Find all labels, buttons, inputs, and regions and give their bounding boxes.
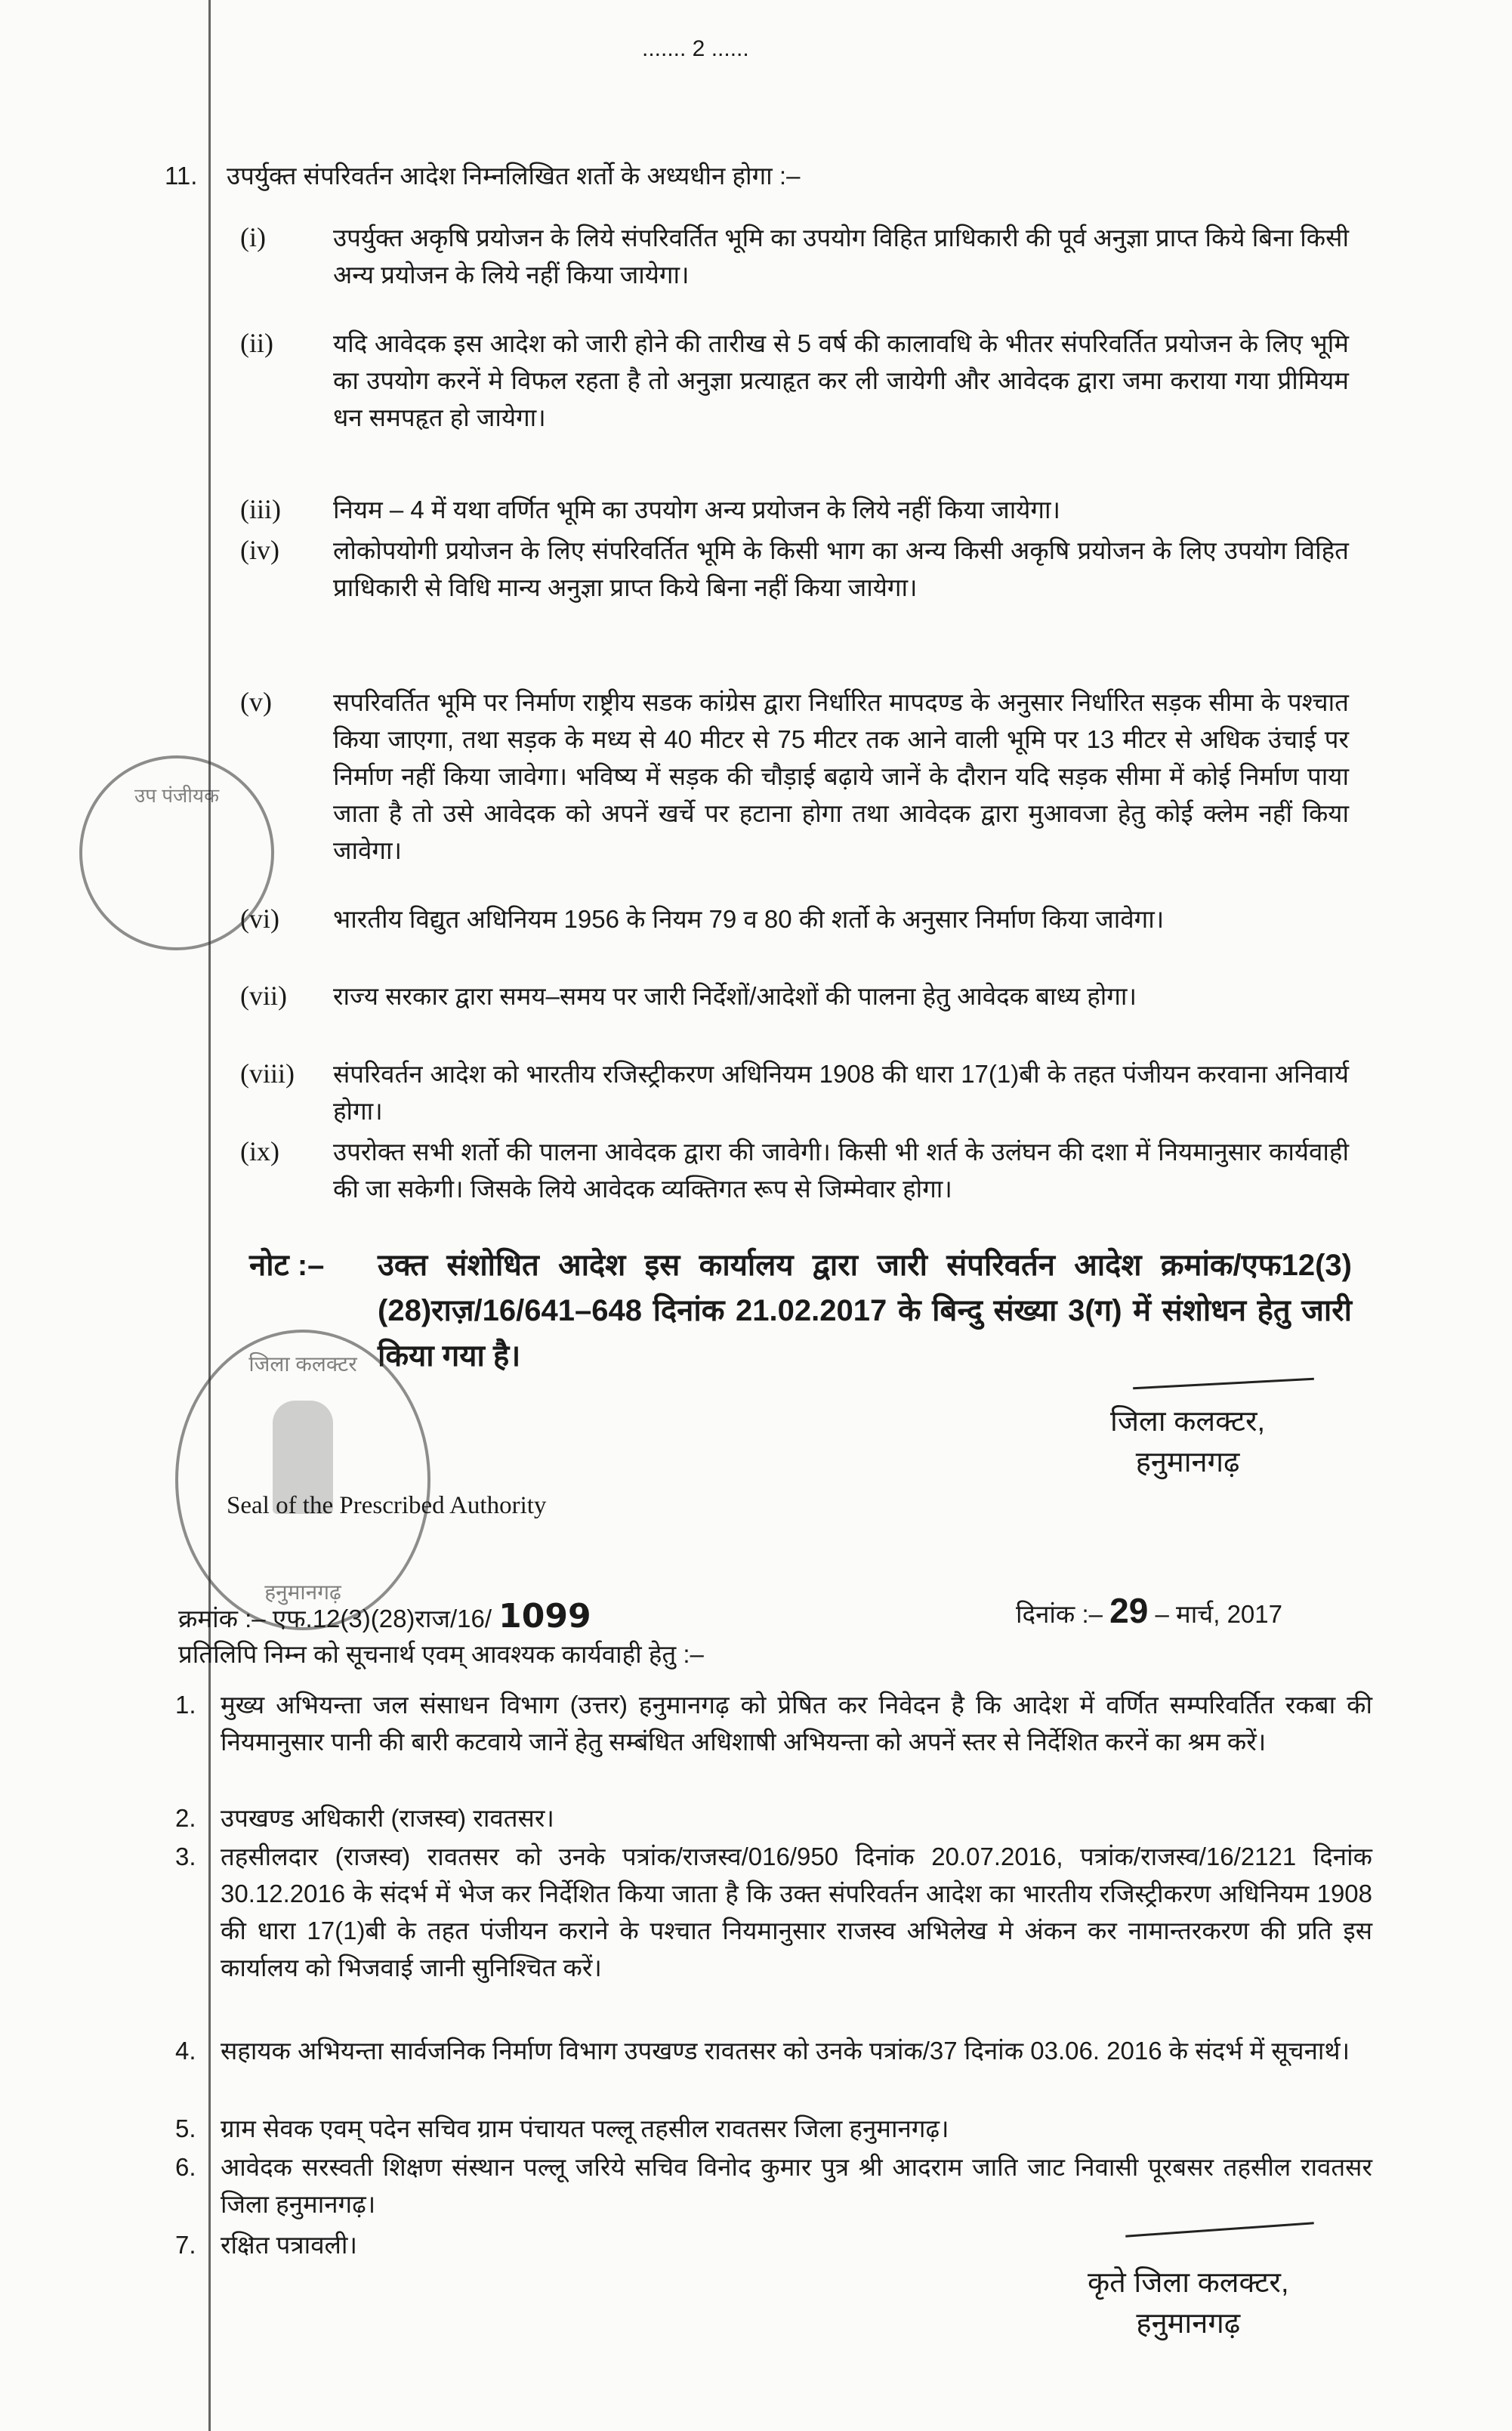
condition-text: संपरिवर्तन आदेश को भारतीय रजिस्ट्रीकरण अधिनियम 1908 की धारा 17(1)बी के तहत पंजीयन करवाना अनिवार्य होगा। (333, 1060, 1349, 1125)
handwritten-day: 29 (1109, 1591, 1149, 1630)
page-marker: ....... 2 ...... (642, 36, 749, 61)
collector-seal (175, 1330, 430, 1630)
copy-intro: प्रतिलिपि निम्न को सूचनार्थ एवम् आवश्यक कार्यवाही हेतु :– (178, 1640, 704, 1668)
signatory-2-place: हनुमानगढ़ (1136, 2308, 1241, 2340)
condition-text: नियम – 4 में यथा वर्णित भूमि का उपयोग अन्य प्रयोजन के लिये नहीं किया जायेगा। (333, 496, 1061, 524)
condition-text: लोकोपयोगी प्रयोजन के लिए संपरिवर्तित भूमि के किसी भाग का अन्य किसी अकृषि प्रयोजन के लिए उपयोग विहित प्राधिकारी से विधि मान्य अनुज्ञा प्राप्त किये बिना नहीं किया जायेगा। (333, 536, 1349, 601)
handwritten-number: 1099 (498, 1597, 591, 1636)
condition-number: (i) (240, 222, 266, 252)
date-rest: – मार्च, 2017 (1155, 1600, 1282, 1628)
registrar-seal (79, 755, 274, 950)
copy-number: 6. (175, 2153, 196, 2181)
seal-bottom-text: हनुमानगढ़ (264, 1580, 341, 1604)
condition-number: (iii) (240, 494, 281, 524)
copy-number: 2. (175, 1804, 196, 1832)
clause-number: 11. (165, 162, 198, 190)
condition-number: (vii) (240, 981, 287, 1011)
copy-recipient: सहायक अभियन्ता सार्वजनिक निर्माण विभाग उपखण्ड रावतसर को उनके पत्रांक/37 दिनांक 03.06. 2016 के संदर्भ में सूचनार्थ। (221, 2037, 1350, 2065)
reference-number (178, 1598, 591, 1637)
condition-text: भारतीय विद्युत अधिनियम 1956 के नियम 79 व 80 की शर्तो के अनुसार निर्माण किया जावेगा। (333, 905, 1165, 933)
condition-number: (vi) (240, 904, 279, 934)
copy-recipient: तहसीलदार (राजस्व) रावतसर को उनके पत्रांक/राजस्व/016/950 दिनांक 20.07.2016, पत्रांक/राजस्व/16/2121 दिनांक 30.12.2016 के संदर्भ में भेज कर निर्देशित किया जाता है कि उक्त संपरिवर्तन आदेश का भारतीय रजिस्ट्रीकरण अधिनियम 1908 की धारा 17(1)बी के तहत पंजीयन कराने के पश्चात नियमानुसार राजस्व अभिलेख मे अंकन कर नामान्तरकरण की प्रति इस कार्यालय को भिजवाई जानी सुनिश्चित करें। (221, 1843, 1372, 1982)
seal-caption: Seal of the Prescribed Authority (227, 1492, 547, 1519)
reference-date (1016, 1592, 1282, 1633)
clause-intro: उपर्युक्त संपरिवर्तन आदेश निम्नलिखित शर्तो के अध्यधीन होगा :– (227, 162, 801, 190)
condition-number: (viii) (240, 1058, 295, 1089)
note-text: उक्त संशोधित आदेश इस कार्यालय द्वारा जारी संपरिवर्तन आदेश क्रमांक/एफ12(3)(28)राज़/16/641–648 दिनांक 21.02.2017 के बिन्दु संख्या 3(ग) में संशोधन हेतु जारी किया गया है। (378, 1249, 1352, 1373)
note-label: नोट :– (249, 1249, 325, 1282)
copy-recipient: रक्षित पत्रावली। (221, 2231, 357, 2259)
seal-text: उप पंजीयक (134, 784, 220, 807)
signature-1 (1133, 1378, 1314, 1390)
condition-number: (iv) (240, 535, 279, 565)
seal-top-text: जिला कलक्टर (248, 1352, 357, 1376)
signatory-1 (1110, 1401, 1265, 1483)
copy-number: 4. (175, 2037, 196, 2065)
signatory-2 (1088, 2263, 1289, 2344)
signatory-1-title: जिला कलक्टर, (1110, 1406, 1266, 1438)
copy-number: 1. (175, 1691, 196, 1719)
condition-text: सपरिवर्तित भूमि पर निर्माण राष्ट्रीय सडक कांग्रेस द्वारा निर्धारित मापदण्ड के अनुसार निर्धारित सड़क सीमा के पश्चात किया जाएगा, तथा सड़क के मध्य से 40 मीटर से 75 मीटर तक आने वाली भूमि पर 13 मीटर से अधिक उंचाई पर निर्माण नहीं किया जावेगा। भविष्य में सड़क की चौड़ाई बढ़ाये जानें के दौरान यदि सड़क सीमा में कोई निर्माण पाया जाता है तो उसे आवेदक को अपनें खर्चे पर हटाना होगा तथा आवेदक द्वारा मुआवजा हेतु कोई क्लेम नहीं किया जावेगा। (333, 688, 1349, 864)
condition-number: (ix) (240, 1136, 279, 1166)
kramank-text: क्रमांक :– एफ.12(3)(28)राज/16/ (178, 1605, 492, 1633)
condition-number: (v) (240, 687, 272, 717)
copy-recipient: उपखण्ड अधिकारी (राजस्व) रावतसर। (221, 1804, 554, 1832)
copy-recipient: मुख्य अभियन्ता जल संसाधन विभाग (उत्तर) हनुमानगढ़ को प्रेषित कर निवेदन है कि आदेश में वर्णित सम्परिवर्तित रकबा की नियमानुसार पानी की बारी कटवाये जानें हेतु सम्बंधित अधिशाषी अभियन्ता को अपनें स्तर से निर्देशित करनें का श्रम करें। (221, 1691, 1372, 1756)
date-label: दिनांक :– (1016, 1600, 1103, 1628)
condition-text: उपरोक्त सभी शर्तो की पालना आवेदक द्वारा की जावेगी। किसी भी शर्त के उलंघन की दशा में नियमानुसार कार्यवाही की जा सकेगी। जिसके लिये आवेदक व्यक्तिगत रूप से जिम्मेवार होगा। (333, 1138, 1349, 1203)
copy-recipient: आवेदक सरस्वती शिक्षण संस्थान पल्लू जरिये सचिव विनोद कुमार पुत्र श्री आदराम जाति जाट निवासी पूरबसर तहसील रावतसर जिला हनुमानगढ़। (221, 2153, 1372, 2218)
signatory-2-title: कृते जिला कलक्टर, (1088, 2267, 1289, 2299)
copy-number: 5. (175, 2114, 196, 2142)
copy-recipient: ग्राम सेवक एवम् पदेन सचिव ग्राम पंचायत पल्लू तहसील रावतसर जिला हनुमानगढ़। (221, 2114, 949, 2142)
margin-line (208, 0, 211, 2431)
copy-number: 7. (175, 2231, 196, 2259)
copy-number: 3. (175, 1843, 196, 1870)
condition-text: राज्य सरकार द्वारा समय–समय पर जारी निर्देशों/आदेशों की पालना हेतु आवेदक बाध्य होगा। (333, 982, 1137, 1010)
signatory-1-place: हनुमानगढ़ (1135, 1447, 1240, 1478)
condition-text: उपर्युक्त अकृषि प्रयोजन के लिये संपरिवर्तित भूमि का उपयोग विहित प्राधिकारी की पूर्व अनुज्ञा प्राप्त किये बिना किसी अन्य प्रयोजन के लिये नहीं किया जायेगा। (333, 224, 1349, 289)
condition-number: (ii) (240, 328, 273, 358)
condition-text: यदि आवेदक इस आदेश को जारी होने की तारीख से 5 वर्ष की कालावधि के भीतर संपरिवर्तित प्रयोजन के लिए भूमि का उपयोग करनें मे विफल रहता है तो अनुज्ञा प्रत्याहृत कर ली जायेगी और आवेदक द्वारा जमा कराया गया प्रीमियम धन समपहृत हो जायेगा। (333, 329, 1349, 431)
